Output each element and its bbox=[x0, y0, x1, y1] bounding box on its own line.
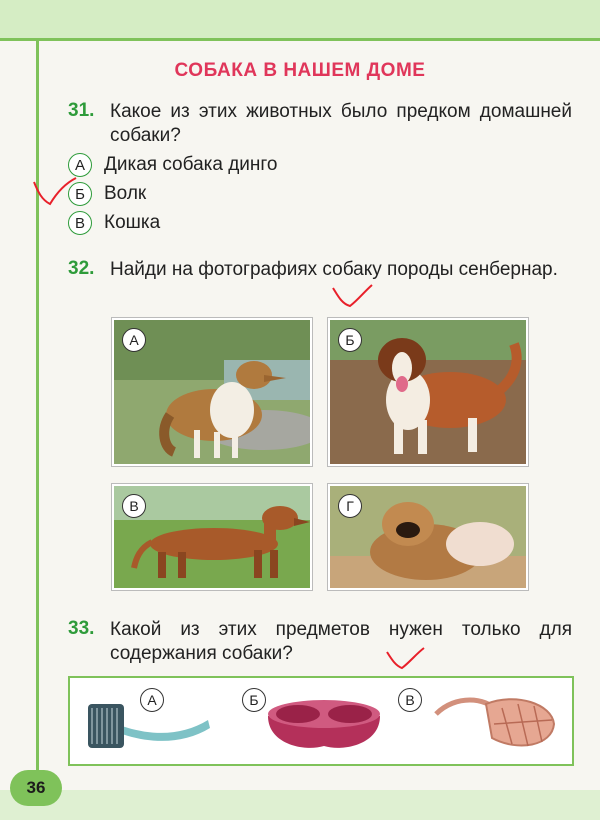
items-panel bbox=[68, 676, 574, 766]
top-header-band bbox=[0, 0, 600, 40]
photo-letter-badge: В bbox=[122, 494, 146, 518]
dog-muzzle-icon[interactable] bbox=[426, 684, 562, 760]
photo-pekingese[interactable] bbox=[328, 484, 528, 590]
question-31-number: 31. bbox=[68, 100, 95, 121]
q31-option-b[interactable] bbox=[68, 181, 146, 207]
option-label: Дикая собака динго bbox=[104, 154, 278, 175]
q31-option-a[interactable] bbox=[68, 152, 278, 178]
q31-option-c[interactable] bbox=[68, 210, 160, 236]
photo-letter-badge: Б bbox=[338, 328, 362, 352]
answer-checkmark-icon bbox=[330, 282, 376, 310]
bottom-band bbox=[0, 790, 600, 820]
pet-bowl-icon[interactable] bbox=[264, 692, 384, 756]
photo-collie[interactable] bbox=[112, 318, 312, 466]
question-33-text: Какой из этих предметов нужен только для содержания собаки? bbox=[110, 619, 572, 664]
option-letter-circle: А bbox=[68, 153, 92, 177]
question-33-number: 33. bbox=[68, 618, 95, 639]
page-title: СОБАКА В НАШЕМ ДОМЕ bbox=[174, 60, 426, 81]
photo-saint-bernard[interactable] bbox=[328, 318, 528, 466]
option-letter-circle: В bbox=[68, 211, 92, 235]
question-32-text: Найди на фотографиях собаку породы сенбернар. bbox=[110, 259, 558, 280]
item-letter-badge: В bbox=[398, 688, 422, 712]
item-letter-badge: Б bbox=[242, 688, 266, 712]
photo-letter-badge: Г bbox=[338, 494, 362, 518]
question-31-text: Какое из этих животных было предком домашней собаки? bbox=[110, 101, 572, 146]
option-label: Волк bbox=[104, 183, 147, 204]
item-letter-badge: А bbox=[140, 688, 164, 712]
page-number: 36 bbox=[10, 770, 62, 806]
option-label: Кошка bbox=[104, 212, 161, 233]
page-margin-line bbox=[36, 40, 39, 780]
option-letter-circle: Б bbox=[68, 182, 92, 206]
photo-dachshund[interactable] bbox=[112, 484, 312, 590]
question-32-number: 32. bbox=[68, 258, 95, 279]
photo-letter-badge: А bbox=[122, 328, 146, 352]
header-divider bbox=[0, 38, 600, 41]
